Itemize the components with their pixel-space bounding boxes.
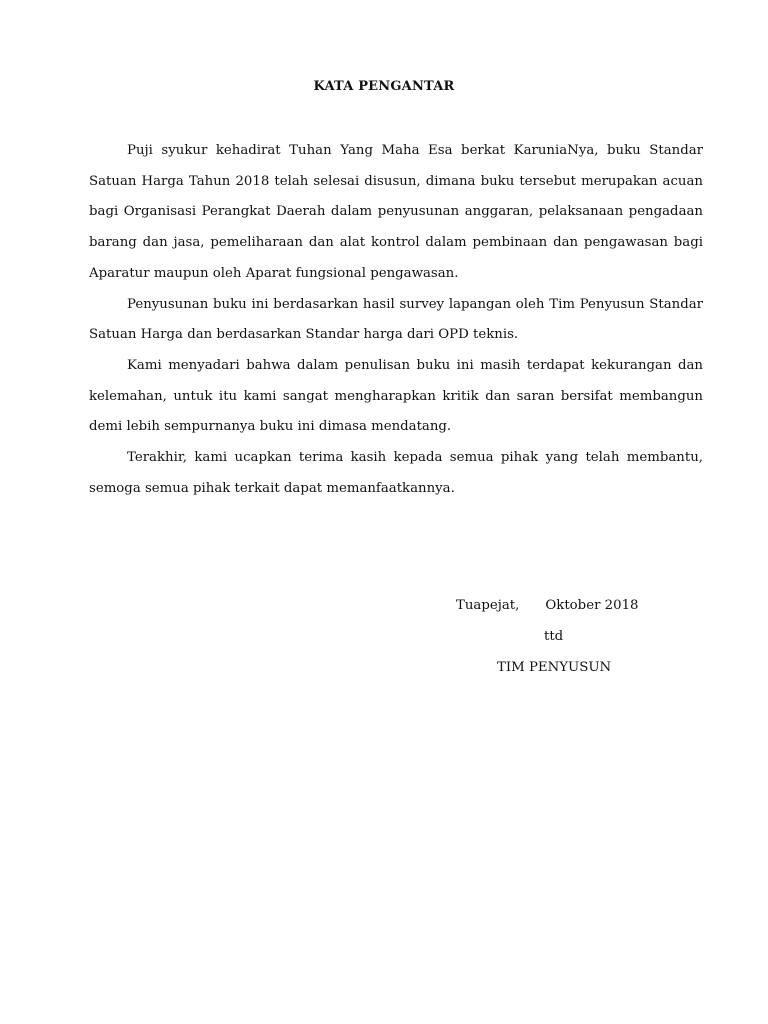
paragraph-closing: Terakhir, kami ucapkan terima kasih kepada semua pihak yang telah membantu, semoga semua pihak terkait dapat memanfaatkannya. xyxy=(89,450,703,496)
paragraph-methodology: Penyusunan buku ini berdasarkan hasil survey lapangan oleh Tim Penyusun Standar Satuan Harga dan berdasarkan Standar harga dari OPD teknis. xyxy=(89,296,703,343)
signature-place-date xyxy=(456,598,639,613)
signature-team: TIM PENYUSUN xyxy=(497,660,612,675)
document-title: KATA PENGANTAR xyxy=(313,79,455,94)
document-body xyxy=(89,136,703,504)
signature-ttd: ttd xyxy=(544,629,564,644)
paragraph-acknowledgement-of-shortcomings: Kami menyadari bahwa dalam penulisan buku ini masih terdapat kekurangan dan kelemahan, untuk itu kami sangat mengharapkan kritik dan saran bersifat membangun demi lebih sempurnanya buku ini dimasa mendatang. xyxy=(89,357,703,435)
signature-date: Oktober 2018 xyxy=(545,598,639,613)
signature-place: Tuapejat, xyxy=(456,598,520,613)
paragraph-introduction: Puji syukur kehadirat Tuhan Yang Maha Esa berkat KaruniaNya, buku Standar Satuan Harga Tahun 2018 telah selesai disusun, dimana buku tersebut merupakan acuan bagi Organisasi Perangkat Daerah dalam penyusunan anggaran, pelaksanaan pengadaan barang dan jasa, pemeliharaan dan alat kontrol dalam pembinaan dan pengawasan bagi Aparatur maupun oleh Aparat fungsional pengawasan. xyxy=(89,143,703,281)
